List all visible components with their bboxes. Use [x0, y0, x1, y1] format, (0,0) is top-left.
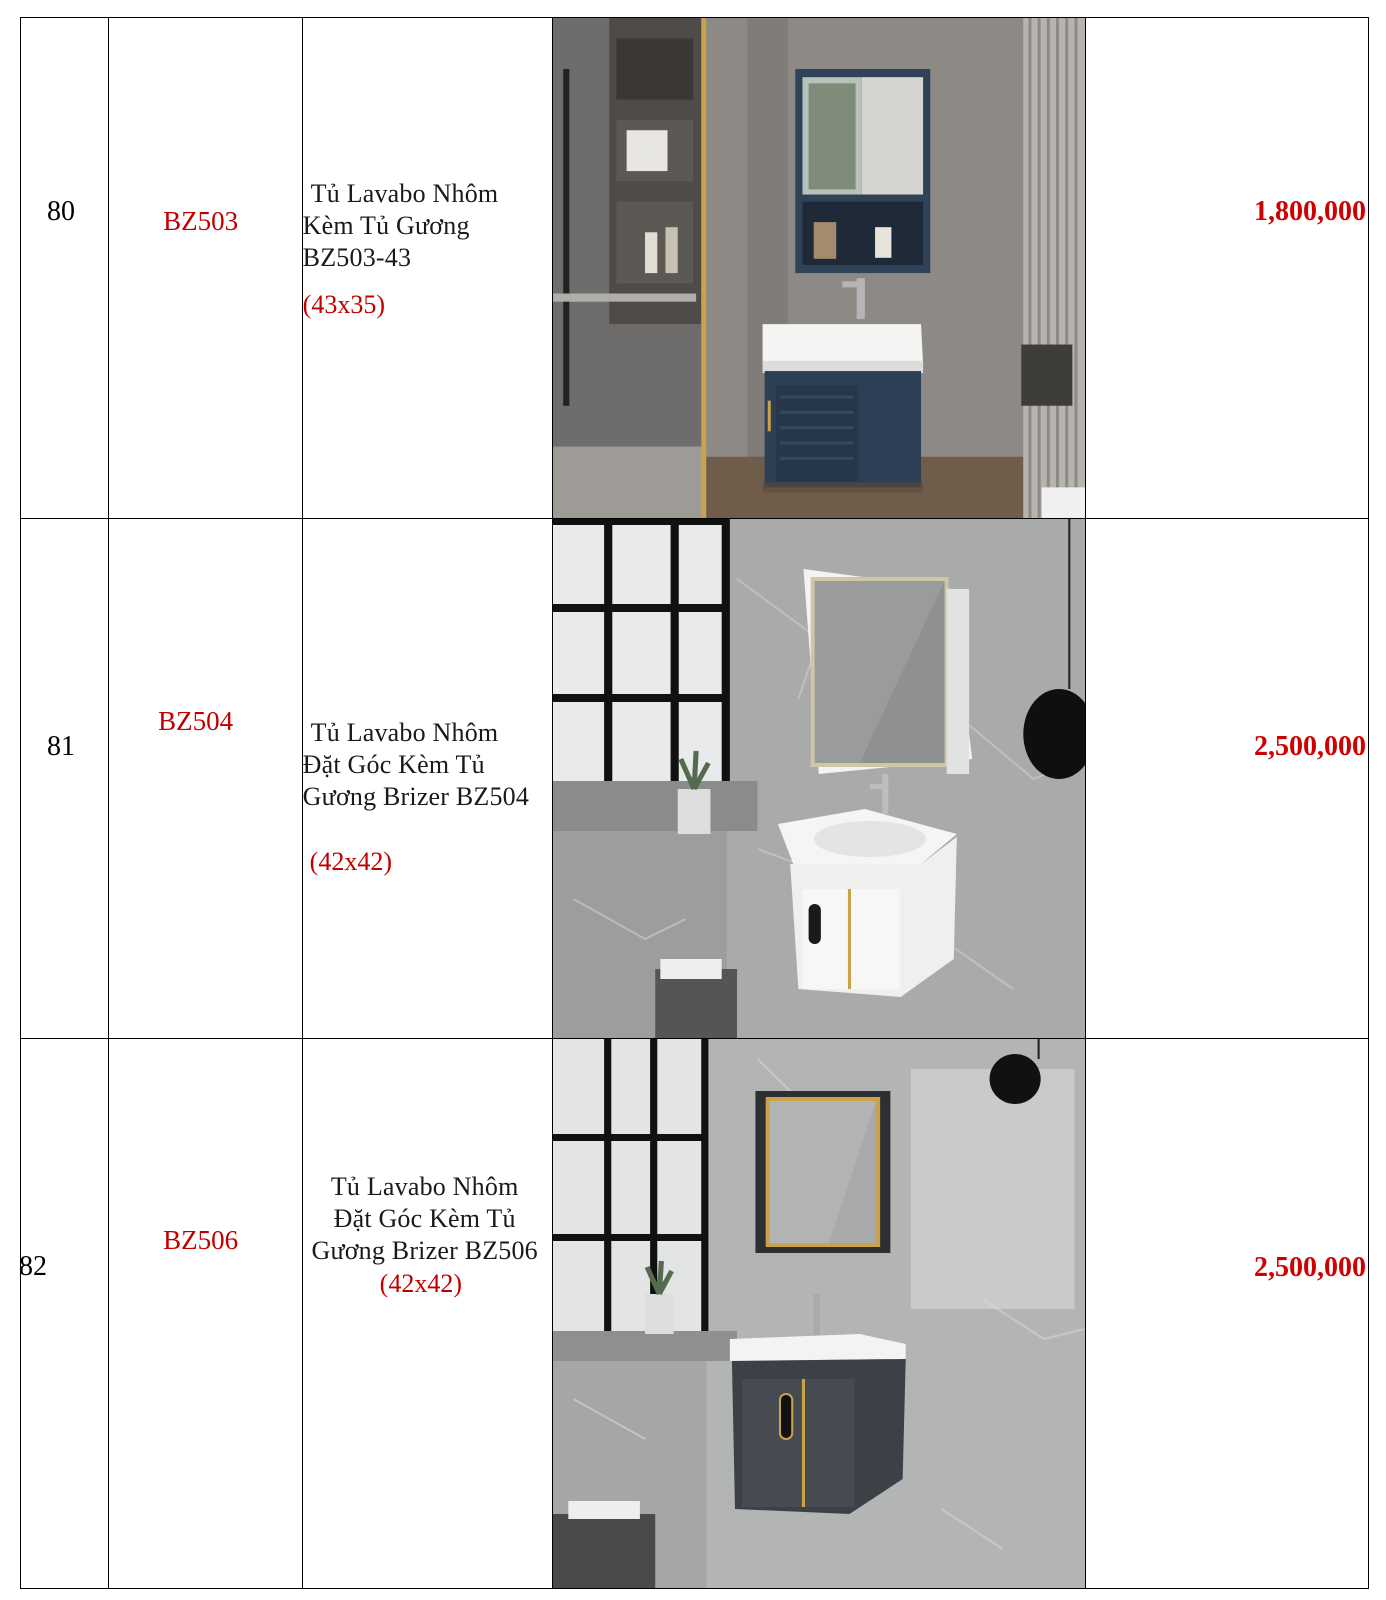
row-number: 82	[19, 1251, 47, 1282]
code-cell	[109, 519, 303, 1039]
table-row	[21, 1039, 1369, 1589]
image-cell	[552, 1039, 1086, 1589]
product-code: BZ506	[163, 1225, 239, 1255]
product-name-line: Gương Brizer BZ504	[302, 782, 530, 811]
name-cell	[302, 519, 552, 1039]
product-name-line: Gương Brizer BZ506	[311, 1236, 538, 1265]
table-row	[21, 519, 1369, 1039]
product-name-line: BZ503-43	[302, 243, 412, 272]
code-cell	[109, 18, 303, 519]
price-cell	[1086, 1039, 1369, 1589]
bathroom-vanity-photo-icon	[553, 18, 1086, 518]
product-code: BZ504	[158, 706, 234, 736]
price-cell	[1086, 18, 1369, 519]
name-cell	[302, 1039, 552, 1589]
row-number: 80	[47, 196, 75, 227]
product-name-line: Tủ Lavabo Nhôm	[310, 718, 499, 747]
code-cell	[109, 1039, 303, 1589]
product-name-line: Kèm Tủ Gương	[302, 211, 470, 240]
product-price: 2,500,000	[1254, 1252, 1366, 1283]
row-number: 81	[47, 731, 75, 762]
stt-cell	[21, 1039, 109, 1589]
product-price: 1,800,000	[1254, 196, 1366, 227]
product-price-table	[20, 17, 1369, 1589]
product-price: 2,500,000	[1254, 731, 1366, 762]
product-name-line: Tủ Lavabo Nhôm	[310, 179, 499, 208]
image-cell	[552, 519, 1086, 1039]
price-cell	[1086, 519, 1369, 1039]
corner-vanity-photo-icon	[553, 519, 1086, 1038]
table-row	[21, 18, 1369, 519]
corner-vanity-dark-photo-icon	[553, 1039, 1086, 1588]
product-name	[303, 1171, 547, 1267]
image-cell	[552, 18, 1086, 519]
product-name	[303, 717, 529, 813]
name-cell	[302, 18, 552, 519]
stt-cell	[21, 519, 109, 1039]
product-size: (42x42)	[309, 847, 392, 876]
product-size: (42x42)	[379, 1269, 462, 1298]
product-name-line: Tủ Lavabo Nhôm	[330, 1172, 519, 1201]
product-size: (43x35)	[302, 290, 385, 319]
product-name-line: Đặt Góc Kèm Tủ	[333, 1204, 516, 1233]
product-name	[303, 178, 499, 274]
product-code: BZ503	[163, 206, 239, 236]
stt-cell	[21, 18, 109, 519]
product-name-line: Đặt Góc Kèm Tủ	[302, 750, 485, 779]
